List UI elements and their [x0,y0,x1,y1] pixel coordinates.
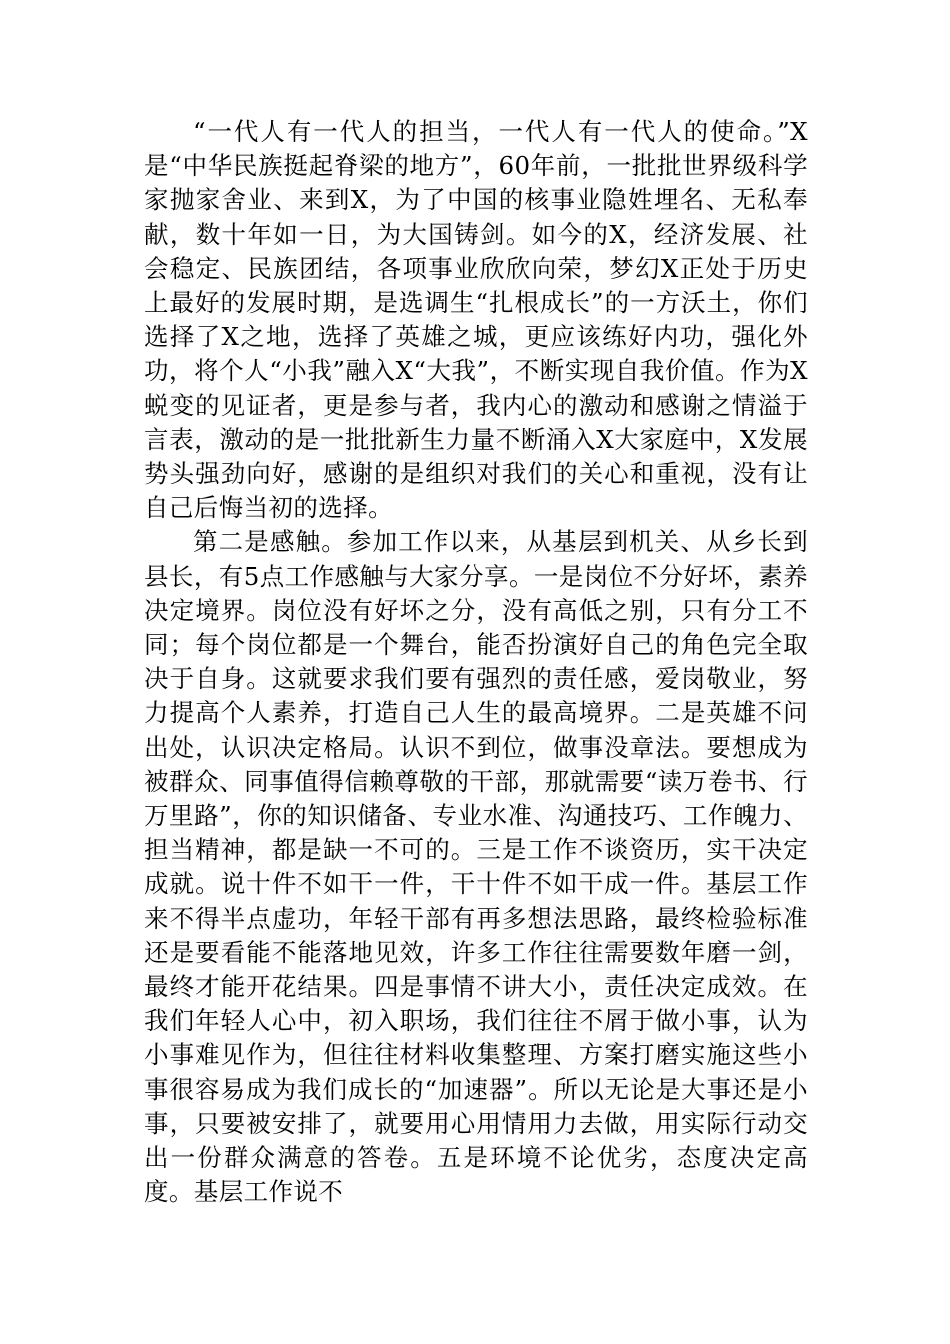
body-text [144,115,808,1210]
paragraph-1: “一代人有一代人的担当，一代人有一代人的使命。”X是“中华民族挺起脊梁的地方”，60年前，一批批世界级科学家抛家舍业、来到X，为了中国的核事业隐姓埋名、无私奉献，数十年如一日，为大国铸剑。如今的X，经济发展、社会稳定、民族团结，各项事业欣欣向荣，梦幻X正处于历史上最好的发展时期，是选调生“扎根成长”的一方沃土，你们选择了X之地，选择了英雄之城，更应该练好内功，强化外功，将个人“小我”融入X“大我”，不断实现自我价值。作为X蜕变的见证者，更是参与者，我内心的激动和感谢之情溢于言表，激动的是一批批新生力量不断涌入X大家庭中，X发展势头强劲向好，感谢的是组织对我们的关心和重视，没有让自己后悔当初的选择。 [144,117,808,523]
paragraph-2: 第二是感触。参加工作以来，从基层到机关、从乡长到县长，有5点工作感触与大家分享。一是岗位不分好坏，素养决定境界。岗位没有好坏之分，没有高低之别，只有分工不同；每个岗位都是一个舞台，能否扮演好自己的角色完全取决于自身。这就要求我们要有强烈的责任感，爱岗敬业，努力提高个人素养，打造自己人生的最高境界。二是英雄不问出处，认识决定格局。认识不到位，做事没章法。要想成为被群众、同事值得信赖尊敬的干部，那就需要“读万卷书、行万里路”，你的知识储备、专业水准、沟通技巧、工作魄力、担当精神，都是缺一不可的。三是工作不谈资历，实干决定成就。说十件不如干一件，干十件不如干成一件。基层工作来不得半点虚功，年轻干部有再多想法思路，最终检验标准还是要看能不能落地见效，许多工作往往需要数年磨一剑，最终才能开花结果。四是事情不讲大小，责任决定成效。在我们年轻人心中，初入职场，我们往往不屑于做小事，认为小事难见作为，但往往材料收集整理、方案打磨实施这些小事很容易成为我们成长的“加速器”。所以无论是大事还是小事，只要被安排了，就要用心用情用力去做，用实际行动交出一份群众满意的答卷。五是环境不论优劣，态度决定高度。基层工作说不 [144,527,808,1207]
